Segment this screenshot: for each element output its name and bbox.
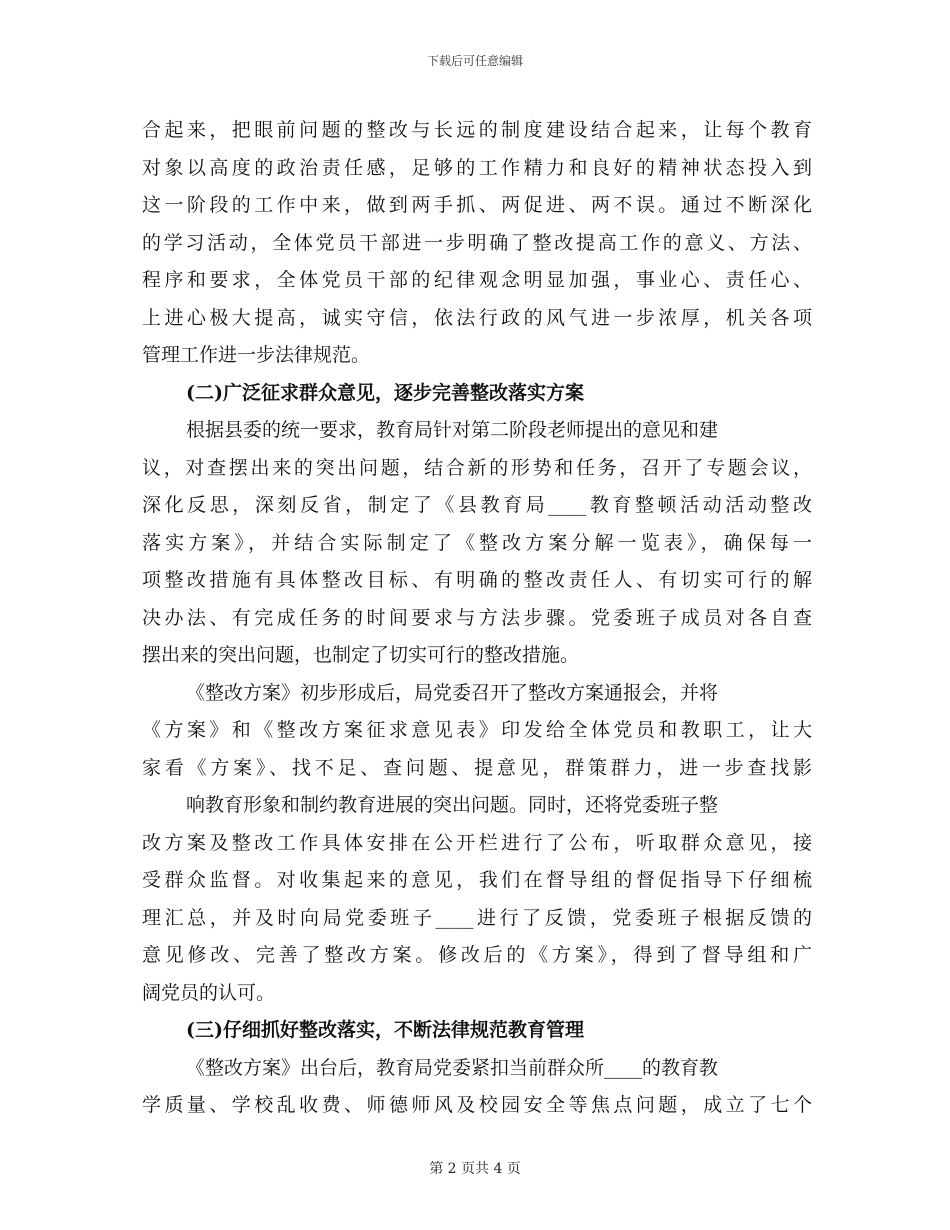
paragraph-line: 程序和要求，全体党员干部的纪律观念明显加强，事业心、责任心、: [142, 269, 812, 291]
paragraph-line: 项整改措施有具体整改目标、有明确的整改责任人、有切实可行的解: [142, 569, 812, 591]
paragraph-line: 《整改方案》出台后，教育局党委紧扣当前群众所____的教育教: [186, 1056, 719, 1079]
paragraph-line: 决办法、有完成任务的时间要求与方法步骤。党委班子成员对各自查: [142, 606, 812, 629]
paragraph-line: 摆出来的突出问题，也制定了切实可行的整改措施。: [142, 644, 580, 666]
paragraph-line: 议，对查摆出来的突出问题，结合新的形势和任务，召开了专题会议，: [142, 456, 812, 479]
paragraph-line: 上进心极大提高，诚实守信，依法行政的风气进一步浓厚，机关各项: [142, 306, 812, 329]
paragraph-line: 理汇总，并及时向局党委班子____进行了反馈，党委班子根据反馈的: [142, 906, 812, 929]
paragraph-line: 学质量、学校乱收费、师德师风及校园安全等焦点问题，成立了七个: [142, 1094, 812, 1116]
paragraph-line: 根据县委的统一要求，教育局针对第二阶段老师提出的意见和建: [186, 419, 719, 441]
paragraph-line: 意见修改、完善了整改方案。修改后的《方案》，得到了督导组和广: [142, 944, 812, 966]
paragraph-line: 阔党员的认可。: [142, 981, 276, 1004]
paragraph-line: 《整改方案》初步形成后，局党委召开了整改方案通报会，并将: [186, 681, 719, 704]
paragraph-line: 改方案及整改工作具体安排在公开栏进行了公布，听取群众意见，接: [142, 831, 812, 854]
page-header: 下载后可任意编辑: [426, 54, 523, 68]
paragraph-line: 管理工作进一步法律规范。: [142, 344, 371, 366]
document-body: [142, 112, 812, 1125]
section-heading: (三)仔细抓好整改落实，不断法律规范教育管理: [186, 1019, 584, 1041]
paragraph-line: 这一阶段的工作中来，做到两手抓、两促进、两不误。通过不断深化: [142, 194, 812, 216]
paragraph-line: 落实方案》，并结合实际制定了《整改方案分解一览表》，确保每一: [142, 531, 812, 554]
paragraph-line: 受群众监督。对收集起来的意见，我们在督导组的督促指导下仔细梳: [142, 869, 812, 891]
paragraph-line: 对象以高度的政治责任感，足够的工作精力和良好的精神状态投入到: [142, 156, 812, 179]
section-heading: (二)广泛征求群众意见，逐步完善整改落实方案: [186, 381, 584, 404]
paragraph-line: 的学习活动，全体党员干部进一步明确了整改提高工作的意义、方法、: [142, 231, 812, 254]
page-footer: 第 2 页共 4 页: [429, 1161, 521, 1177]
paragraph-line: 家看《方案》、找不足、查问题、提意见，群策群力，进一步查找影: [142, 756, 812, 779]
paragraph-line: 合起来，把眼前问题的整改与长远的制度建设结合起来，让每个教育: [142, 119, 812, 141]
paragraph-line: 深化反思，深刻反省，制定了《县教育局____教育整顿活动活动整改: [142, 494, 812, 516]
paragraph-line: 响教育形象和制约教育进展的突出问题。同时，还将党委班子整: [186, 794, 719, 816]
paragraph-line: 《方案》和《整改方案征求意见表》印发给全体党员和教职工，让大: [142, 719, 812, 741]
